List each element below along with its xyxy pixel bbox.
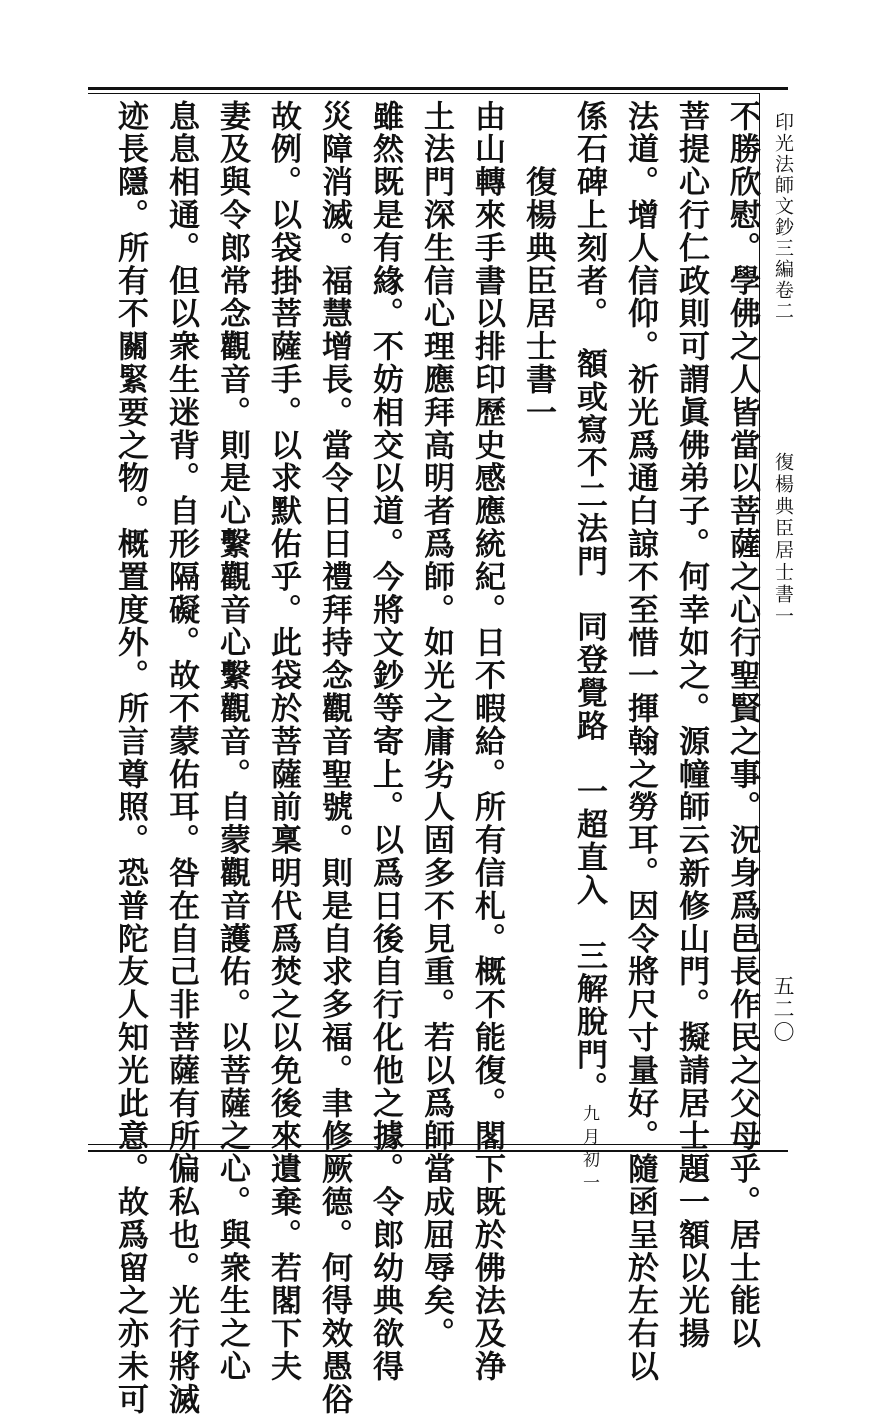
date-note: 九月初一	[579, 1104, 599, 1197]
text-column-10: 故例。以袋掛菩薩手。以求默佑乎。此袋於菩薩前稟明代爲焚之以免後來遺棄。若閣下夫	[265, 100, 301, 1384]
text-column-7: 土法門深生信心理應拜高明者爲師。如光之庸劣人固多不見重。若以爲師當成屈辱矣。	[418, 100, 454, 1351]
text-column-12: 息息相通。但以衆生迷背。自形隔礙。故不蒙佑耳。咎在自己非菩薩有所偏私也。光行將滅	[163, 100, 199, 1416]
frame-top-thin-rule	[88, 93, 760, 94]
text-column-4-main: 係石碑上刻者。 額或寫不二法門 同登覺路 一超直入 三解脫門。	[571, 100, 607, 1105]
text-column-6: 由山轉來手書以排印歷史感應統紀。日不暇給。所有信札。概不能復。閣下既於佛法及浄	[469, 100, 505, 1384]
page-number: 五二〇	[771, 975, 795, 1044]
frame-top-rule	[88, 87, 788, 90]
book-title: 印光法師文鈔三編卷二	[772, 112, 794, 322]
chapter-title: 復楊典臣居士書一	[772, 452, 794, 628]
text-column-2: 菩提心行仁政則可謂眞佛弟子。何幸如之。源幢師云新修山門。擬請居士題一額以光揚	[673, 100, 709, 1351]
text-column-3: 法道。增人信仰。祈光爲通白諒不至惜一揮翰之勞耳。因令將尺寸量好。隨函呈於左右以	[622, 100, 658, 1384]
text-column-1: 不勝欣慰。學佛之人皆當以菩薩之心行聖賢之事。況身爲邑長作民之父母乎。居士能以	[724, 100, 760, 1351]
text-column-11: 妻及與令郎常念觀音。則是心繫觀音心繫觀音。自蒙觀音護佑。以菩薩之心。與衆生之心	[214, 100, 250, 1384]
text-column-4	[569, 100, 609, 1196]
letter-title: 復楊典臣居士書一	[520, 100, 556, 429]
text-column-8: 雖然既是有緣。不妨相交以道。今將文鈔等寄上。以爲日後自行化他之據。令郎幼典欲得	[367, 100, 403, 1384]
text-column-13: 迹長隱。所有不關緊要之物。概置度外。所言尊照。恐普陀友人知光此意。故爲留之亦未可	[112, 100, 148, 1416]
text-column-9: 災障消滅。福慧增長。當令日日禮拜持念觀音聖號。則是自求多福。聿修厥德。何得效愚俗	[316, 100, 352, 1416]
